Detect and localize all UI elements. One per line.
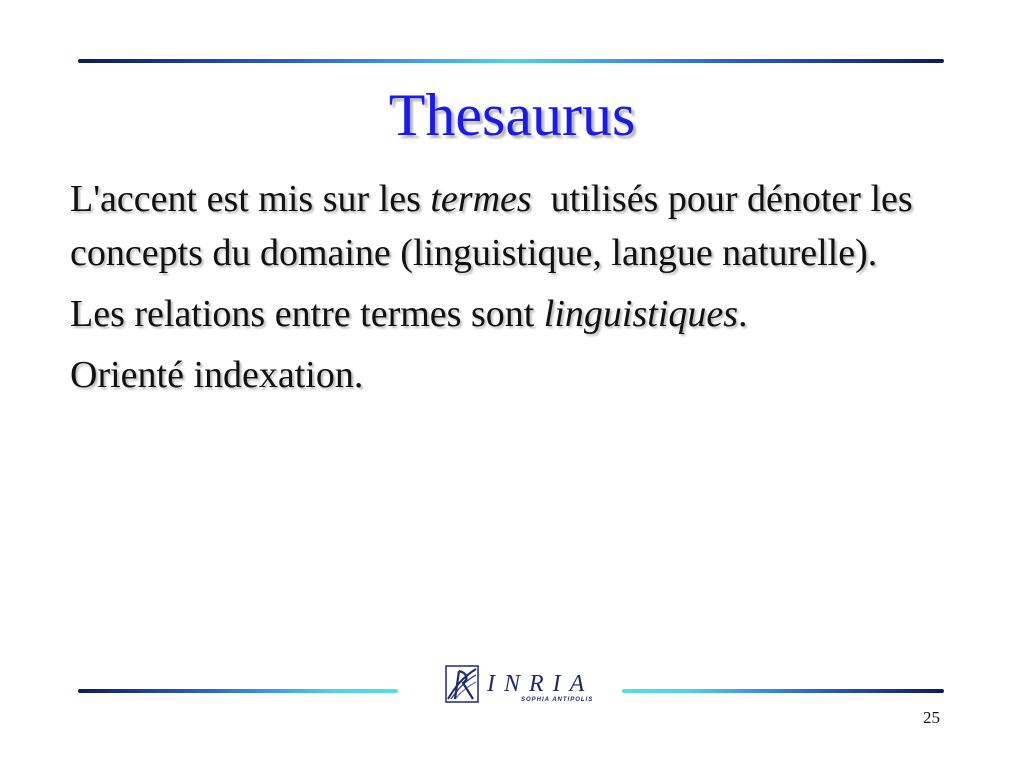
slide-body <box>70 172 970 409</box>
paragraph-1 <box>70 172 970 280</box>
paragraph-2-emphasis: linguistiques <box>543 293 739 335</box>
inria-wordmark: INRIA <box>487 671 594 697</box>
bottom-divider-left <box>78 689 398 693</box>
paragraph-2-tail: . <box>738 293 748 335</box>
paragraph-3 <box>70 348 970 402</box>
top-divider <box>78 59 944 63</box>
paragraph-1-emphasis: termes <box>430 178 532 220</box>
slide-title: Thesaurus <box>388 82 636 148</box>
paragraph-1-text: L'accent est mis sur les <box>70 178 431 220</box>
inria-logo-icon <box>445 665 479 703</box>
inria-subtitle: SOPHIA ANTIPOLIS <box>521 697 594 703</box>
bottom-divider-right <box>622 689 944 693</box>
page-number: 25 <box>923 708 940 727</box>
paragraph-3-text: Orienté indexation. <box>70 354 364 396</box>
paragraph-2 <box>70 287 970 341</box>
paragraph-1-tail: utilisés pour dénoter les concepts du domaine (linguistique, langue naturelle). <box>70 178 923 274</box>
inria-logo <box>445 663 600 711</box>
paragraph-2-text: Les relations entre termes sont <box>70 293 544 335</box>
